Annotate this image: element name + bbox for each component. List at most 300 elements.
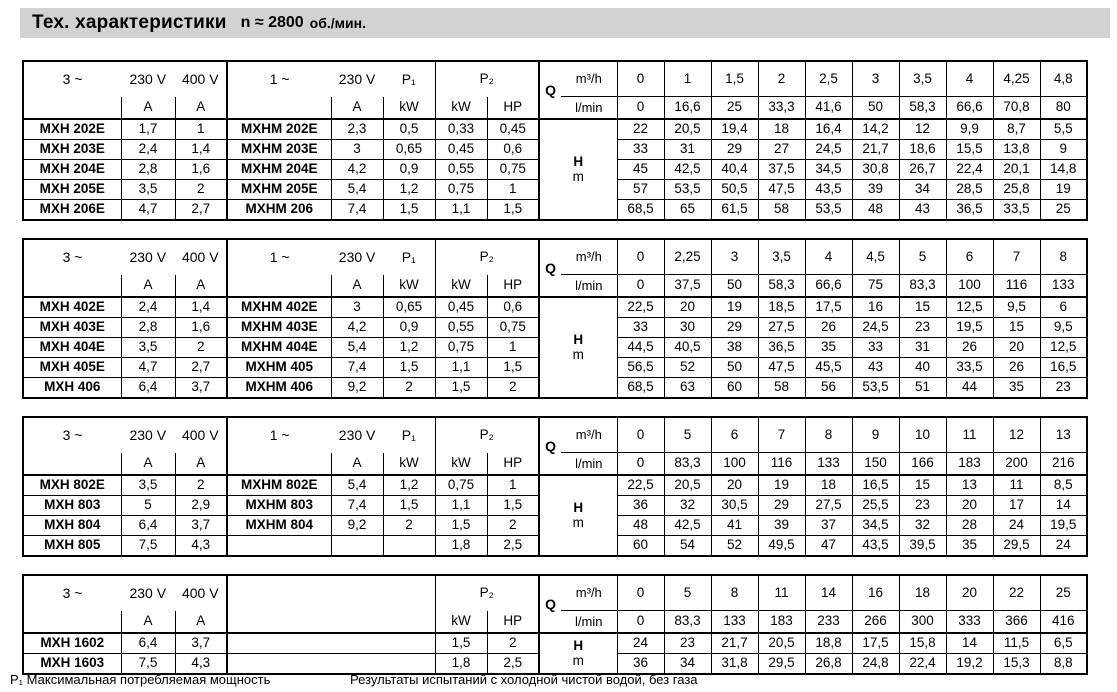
amp-230-value: 7,5 — [121, 654, 175, 675]
header-row-1 — [23, 239, 1087, 275]
flow-m3h-value: 1,5 — [711, 61, 758, 97]
head-value: 44,5 — [617, 338, 664, 358]
flow-m3h-value: 4,5 — [852, 239, 899, 275]
p2-kw-value: 1,5 — [435, 516, 487, 536]
p2-kw-value: 0,55 — [435, 160, 487, 180]
p2-hp-value: 2 — [487, 633, 539, 654]
model-single-phase: MXHM 406 — [227, 378, 331, 399]
head-value: 23 — [1040, 378, 1087, 399]
flow-lmin-value: 416 — [1040, 611, 1087, 634]
model-single-phase: MXHM 804 — [227, 516, 331, 536]
amp-single-value: 4,2 — [331, 318, 383, 338]
head-value: 49,5 — [758, 536, 805, 557]
header-label: 400 V — [181, 584, 219, 601]
model-single-phase: MXHM 203E — [227, 140, 331, 160]
header-label: 230 V — [338, 70, 376, 87]
unit-lmin: l/min — [561, 97, 617, 120]
flow-lmin-value: 50 — [711, 275, 758, 298]
flow-lmin-value: 233 — [805, 611, 852, 634]
head-value: 47,5 — [758, 180, 805, 200]
unit-amp: A — [331, 453, 383, 476]
header-label: 3 ~ — [62, 426, 83, 443]
flow-m3h-value: 2 — [758, 61, 805, 97]
flow-lmin-value: 150 — [852, 453, 899, 476]
header-three-phase — [23, 417, 227, 453]
flow-lmin-value: 83,3 — [899, 275, 946, 298]
p2-hp-value: 1 — [487, 475, 539, 496]
head-value: 23 — [664, 633, 711, 654]
head-value: 29,5 — [993, 536, 1040, 557]
head-value: 68,5 — [617, 378, 664, 399]
amp-400-value: 3,7 — [175, 633, 227, 654]
head-value: 25,5 — [852, 496, 899, 516]
p2-kw-value: 0,45 — [435, 297, 487, 318]
head-value: 37 — [805, 516, 852, 536]
head-value: 63 — [664, 378, 711, 399]
unit-amp: A — [331, 275, 383, 298]
amp-single-value: 7,4 — [331, 496, 383, 516]
head-value: 16,5 — [1040, 358, 1087, 378]
p1-kw-value — [383, 536, 435, 557]
title-bar — [20, 8, 1110, 38]
head-value: 19 — [758, 475, 805, 496]
head-value: 16,4 — [805, 119, 852, 140]
head-value: 37,5 — [758, 160, 805, 180]
head-value: 36 — [617, 496, 664, 516]
flow-m3h-value: 7 — [993, 239, 1040, 275]
p1-kw-value: 1,2 — [383, 338, 435, 358]
footnote-test-conditions: Результаты испытаний с холодной чистой водой, без газа — [350, 672, 698, 687]
head-value: 35 — [805, 338, 852, 358]
header-group — [24, 250, 226, 265]
amp-single-value: 5,4 — [331, 475, 383, 496]
head-value: 29 — [711, 318, 758, 338]
p2-kw-value: 1,5 — [435, 633, 487, 654]
header-p2: P₂ — [435, 61, 539, 97]
amp-single-value: 9,2 — [331, 516, 383, 536]
head-value: 19,5 — [946, 318, 993, 338]
flow-lmin-value: 0 — [617, 97, 664, 120]
flow-m3h-value: 11 — [758, 575, 805, 611]
header-single-phase — [227, 61, 435, 97]
head-meters-label — [540, 155, 617, 183]
empty-section-cell — [227, 633, 435, 654]
flow-lmin-value: 333 — [946, 611, 993, 634]
unit-amp: A — [121, 453, 175, 476]
amp-single-value: 9,2 — [331, 378, 383, 399]
model-three-phase: MXH 406 — [23, 378, 121, 399]
head-value: 48 — [852, 200, 899, 221]
header-label: 400 V — [181, 70, 219, 87]
flow-m3h-value: 3,5 — [758, 239, 805, 275]
head-value: 13,8 — [993, 140, 1040, 160]
model-three-phase: MXH 202E — [23, 119, 121, 140]
flow-m3h-value: 12 — [993, 417, 1040, 453]
model-single-phase: MXHM 204E — [227, 160, 331, 180]
amp-230-value: 6,4 — [121, 633, 175, 654]
head-value: 35 — [946, 536, 993, 557]
head-value: 17,5 — [852, 633, 899, 654]
header-p2: P₂ — [435, 575, 539, 611]
unit-amp: A — [175, 275, 227, 298]
head-value: 68,5 — [617, 200, 664, 221]
head-value: 40,4 — [711, 160, 758, 180]
spacer-cell — [23, 453, 121, 476]
head-value: 60 — [711, 378, 758, 399]
head-value: 25,8 — [993, 180, 1040, 200]
p2-kw-value: 0,45 — [435, 140, 487, 160]
head-value: 32 — [664, 496, 711, 516]
head-value: 24 — [1040, 536, 1087, 557]
p2-hp-value: 2,5 — [487, 654, 539, 675]
flow-m3h-value: 0 — [617, 239, 664, 275]
head-value: 45,5 — [805, 358, 852, 378]
head-value: 21,7 — [711, 633, 758, 654]
head-symbol: H — [573, 154, 584, 170]
head-value: 6,5 — [1040, 633, 1087, 654]
unit-hp: HP — [487, 275, 539, 298]
unit-m3h: m³/h — [561, 417, 617, 453]
unit-kw: kW — [383, 275, 435, 298]
flow-lmin-value: 116 — [993, 275, 1040, 298]
amp-single-value: 5,4 — [331, 180, 383, 200]
flow-lmin-value: 58,3 — [899, 97, 946, 120]
flow-m3h-value: 0 — [617, 575, 664, 611]
unit-m3h: m³/h — [561, 575, 617, 611]
amp-230-value: 2,8 — [121, 318, 175, 338]
head-value: 20,5 — [664, 119, 711, 140]
empty-section-cell — [227, 654, 435, 675]
flow-lmin-value: 58,3 — [758, 275, 805, 298]
head-value: 20 — [711, 475, 758, 496]
amp-400-value: 1,6 — [175, 318, 227, 338]
flow-m3h-value: 4,8 — [1040, 61, 1087, 97]
q-label: Q — [539, 417, 561, 475]
head-value: 34 — [899, 180, 946, 200]
head-value: 11 — [993, 475, 1040, 496]
spec-table-3 — [22, 416, 1088, 557]
p2-kw-value: 1,5 — [435, 378, 487, 399]
flow-m3h-value: 6 — [711, 417, 758, 453]
amp-400-value: 1,4 — [175, 140, 227, 160]
p1-kw-value: 1,5 — [383, 200, 435, 221]
head-value: 26,8 — [805, 654, 852, 675]
head-value: 21,7 — [852, 140, 899, 160]
head-value: 20 — [993, 338, 1040, 358]
model-three-phase: MXH 1602 — [23, 633, 121, 654]
p2-hp-value: 2,5 — [487, 536, 539, 557]
amp-400-value: 2,7 — [175, 358, 227, 378]
header-label: 3 ~ — [62, 584, 83, 601]
unit-kw: kW — [383, 97, 435, 120]
flow-lmin-value: 133 — [805, 453, 852, 476]
header-single-phase — [227, 239, 435, 275]
head-value: 61,5 — [711, 200, 758, 221]
head-value: 24,5 — [805, 140, 852, 160]
head-value: 18,6 — [899, 140, 946, 160]
head-meters-label — [540, 639, 617, 667]
flow-m3h-value: 4 — [805, 239, 852, 275]
head-value: 53,5 — [805, 200, 852, 221]
flow-lmin-value: 100 — [946, 275, 993, 298]
p2-hp-value: 0,6 — [487, 297, 539, 318]
flow-lmin-value: 37,5 — [664, 275, 711, 298]
flow-lmin-value: 100 — [711, 453, 758, 476]
head-value: 24 — [993, 516, 1040, 536]
head-value: 14 — [946, 633, 993, 654]
p2-hp-value: 2 — [487, 378, 539, 399]
head-value: 24,5 — [852, 318, 899, 338]
model-three-phase: MXH 1603 — [23, 654, 121, 675]
head-value: 14 — [1040, 496, 1087, 516]
flow-lmin-value: 200 — [993, 453, 1040, 476]
header-group — [24, 428, 226, 443]
flow-lmin-value: 16,6 — [664, 97, 711, 120]
head-value: 53,5 — [664, 180, 711, 200]
flow-m3h-value: 8 — [805, 417, 852, 453]
head-value: 43 — [852, 358, 899, 378]
model-single-phase: MXHM 402E — [227, 297, 331, 318]
header-label: 1 ~ — [269, 70, 290, 87]
amp-230-value: 2,8 — [121, 160, 175, 180]
head-value: 22,5 — [617, 297, 664, 318]
p2-hp-value: 2 — [487, 516, 539, 536]
amp-400-value: 2,7 — [175, 200, 227, 221]
flow-lmin-value: 300 — [899, 611, 946, 634]
model-single-phase: MXHM 202E — [227, 119, 331, 140]
header-label: P₁ — [401, 426, 416, 443]
header-label: 230 V — [338, 426, 376, 443]
head-value: 25 — [1040, 200, 1087, 221]
unit-lmin: l/min — [561, 611, 617, 634]
head-value: 48 — [617, 516, 664, 536]
head-value: 17 — [993, 496, 1040, 516]
flow-m3h-value: 4,25 — [993, 61, 1040, 97]
flow-m3h-value: 7 — [758, 417, 805, 453]
head-value: 24,8 — [852, 654, 899, 675]
meters-symbol: m — [572, 514, 584, 530]
header-three-phase — [23, 575, 227, 611]
header-p2: P₂ — [435, 239, 539, 275]
head-value: 23 — [899, 496, 946, 516]
head-value: 16 — [852, 297, 899, 318]
flow-m3h-value: 10 — [899, 417, 946, 453]
flow-m3h-value: 13 — [1040, 417, 1087, 453]
amp-400-value: 4,3 — [175, 536, 227, 557]
p2-hp-value: 1,5 — [487, 200, 539, 221]
unit-lmin: l/min — [561, 453, 617, 476]
model-three-phase: MXH 804 — [23, 516, 121, 536]
unit-amp: A — [121, 97, 175, 120]
meters-symbol: m — [572, 168, 584, 184]
flow-lmin-value: 166 — [899, 453, 946, 476]
p2-kw-value: 0,75 — [435, 180, 487, 200]
header-group — [24, 72, 226, 87]
head-value: 39,5 — [899, 536, 946, 557]
model-single-phase: MXHM 404E — [227, 338, 331, 358]
p2-kw-value: 0,75 — [435, 475, 487, 496]
unit-hp: HP — [487, 97, 539, 120]
head-value: 33 — [617, 318, 664, 338]
head-value: 30,8 — [852, 160, 899, 180]
header-label: 230 V — [129, 248, 167, 265]
head-value: 27 — [758, 140, 805, 160]
head-value: 52 — [711, 536, 758, 557]
flow-m3h-value: 11 — [946, 417, 993, 453]
amp-230-value: 3,5 — [121, 475, 175, 496]
head-value: 26,7 — [899, 160, 946, 180]
p1-kw-value: 0,65 — [383, 297, 435, 318]
model-single-phase: MXHM 803 — [227, 496, 331, 516]
head-value: 8,7 — [993, 119, 1040, 140]
head-value: 29 — [758, 496, 805, 516]
header-single-phase — [227, 417, 435, 453]
head-value: 34,5 — [852, 516, 899, 536]
head-symbol: H — [573, 332, 584, 348]
p2-hp-value: 0,6 — [487, 140, 539, 160]
head-value: 36 — [617, 654, 664, 675]
table-row — [23, 119, 1087, 140]
flow-m3h-value: 8 — [1040, 239, 1087, 275]
header-label: 1 ~ — [269, 248, 290, 265]
flow-lmin-value: 83,3 — [664, 611, 711, 634]
meters-symbol: m — [572, 652, 584, 668]
head-value: 22,4 — [946, 160, 993, 180]
amp-230-value: 4,7 — [121, 200, 175, 221]
head-value: 43,5 — [805, 180, 852, 200]
unit-kw: kW — [383, 453, 435, 476]
amp-single-value: 7,4 — [331, 358, 383, 378]
head-value: 45 — [617, 160, 664, 180]
amp-single-value: 2,3 — [331, 119, 383, 140]
head-value: 12,5 — [1040, 338, 1087, 358]
amp-400-value: 2,9 — [175, 496, 227, 516]
amp-400-value: 2 — [175, 180, 227, 200]
p1-kw-value: 2 — [383, 378, 435, 399]
header-label: 400 V — [181, 248, 219, 265]
model-three-phase: MXH 404E — [23, 338, 121, 358]
head-value: 22,5 — [617, 475, 664, 496]
flow-m3h-value: 3 — [852, 61, 899, 97]
p1-kw-value: 1,2 — [383, 475, 435, 496]
flow-m3h-value: 3,5 — [899, 61, 946, 97]
head-value: 29 — [711, 140, 758, 160]
amp-single-value: 3 — [331, 297, 383, 318]
unit-lmin: l/min — [561, 275, 617, 298]
spacer-cell — [227, 97, 331, 120]
head-value: 18 — [805, 475, 852, 496]
p1-kw-value: 0,9 — [383, 160, 435, 180]
head-value: 20,5 — [664, 475, 711, 496]
head-value: 28 — [946, 516, 993, 536]
p1-kw-value: 0,65 — [383, 140, 435, 160]
head-value: 60 — [617, 536, 664, 557]
flow-lmin-value: 0 — [617, 275, 664, 298]
head-value: 8,5 — [1040, 475, 1087, 496]
head-value: 33,5 — [993, 200, 1040, 221]
head-value: 19 — [1040, 180, 1087, 200]
head-value: 9,9 — [946, 119, 993, 140]
q-label: Q — [539, 575, 561, 633]
flow-lmin-value: 266 — [852, 611, 899, 634]
p1-kw-value: 1,5 — [383, 496, 435, 516]
model-three-phase: MXH 204E — [23, 160, 121, 180]
head-value: 38 — [711, 338, 758, 358]
p2-hp-value: 1 — [487, 180, 539, 200]
head-value: 36,5 — [758, 338, 805, 358]
head-value: 34 — [664, 654, 711, 675]
amp-230-value: 2,4 — [121, 140, 175, 160]
header-label: 230 V — [338, 248, 376, 265]
header-group — [24, 586, 226, 601]
head-value: 18,8 — [805, 633, 852, 654]
p2-hp-value: 1 — [487, 338, 539, 358]
flow-m3h-value: 25 — [1040, 575, 1087, 611]
p2-kw-value: 1,1 — [435, 496, 487, 516]
head-value: 40,5 — [664, 338, 711, 358]
p2-hp-value: 1,5 — [487, 358, 539, 378]
unit-amp: A — [175, 611, 227, 634]
amp-230-value: 7,5 — [121, 536, 175, 557]
flow-m3h-value: 18 — [899, 575, 946, 611]
head-value: 19,5 — [1040, 516, 1087, 536]
flow-m3h-value: 14 — [805, 575, 852, 611]
flow-lmin-value: 25 — [711, 97, 758, 120]
head-column-label — [539, 119, 617, 220]
amp-400-value: 1,4 — [175, 297, 227, 318]
amp-400-value: 1,6 — [175, 160, 227, 180]
p2-kw-value: 0,33 — [435, 119, 487, 140]
head-symbol: H — [573, 500, 584, 516]
model-three-phase: MXH 402E — [23, 297, 121, 318]
flow-m3h-value: 0 — [617, 61, 664, 97]
p2-kw-value: 1,1 — [435, 200, 487, 221]
head-value: 9,5 — [1040, 318, 1087, 338]
q-label: Q — [539, 239, 561, 297]
head-value: 36,5 — [946, 200, 993, 221]
head-value: 19 — [711, 297, 758, 318]
head-value: 50 — [711, 358, 758, 378]
head-value: 11,5 — [993, 633, 1040, 654]
head-value: 19,2 — [946, 654, 993, 675]
header-label: 1 ~ — [269, 426, 290, 443]
head-value: 33 — [617, 140, 664, 160]
model-three-phase: MXH 802E — [23, 475, 121, 496]
page-title: Тех. характеристики — [32, 12, 227, 33]
model-single-phase: MXHM 403E — [227, 318, 331, 338]
unit-amp: A — [175, 97, 227, 120]
amp-230-value: 3,5 — [121, 338, 175, 358]
flow-m3h-value: 4 — [946, 61, 993, 97]
flow-lmin-value: 80 — [1040, 97, 1087, 120]
unit-m3h: m³/h — [561, 61, 617, 97]
head-column-label — [539, 633, 617, 674]
spec-table-1 — [22, 60, 1088, 221]
head-value: 23 — [899, 318, 946, 338]
head-value: 42,5 — [664, 160, 711, 180]
head-value: 35 — [993, 378, 1040, 399]
header-p2: P₂ — [435, 417, 539, 453]
header-row-1 — [23, 61, 1087, 97]
amp-230-value: 2,4 — [121, 297, 175, 318]
head-value: 28,5 — [946, 180, 993, 200]
header-three-phase — [23, 239, 227, 275]
head-value: 5,5 — [1040, 119, 1087, 140]
model-single-phase: MXHM 802E — [227, 475, 331, 496]
flow-lmin-value: 66,6 — [946, 97, 993, 120]
rpm-unit: об./мин. — [309, 15, 366, 31]
model-three-phase: MXH 805 — [23, 536, 121, 557]
